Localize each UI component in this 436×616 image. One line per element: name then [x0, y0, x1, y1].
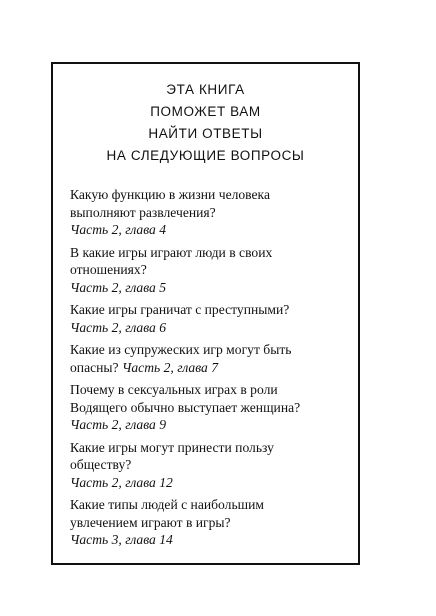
list-item [70, 301, 350, 336]
question-text: Почему в сексуальных играх в роли Водящего обычно выступает женщина? [70, 382, 301, 415]
question-text: Какие игры граничат с преступными? [70, 302, 290, 317]
question-text: Какую функцию в жизни человека выполняют развлечения? [70, 187, 270, 220]
list-item [70, 381, 350, 434]
chapter-reference: Часть 2, глава 4 [70, 222, 167, 237]
chapter-reference: Часть 2, глава 7 [122, 359, 219, 375]
list-item [70, 341, 350, 376]
chapter-reference: Часть 3, глава 14 [70, 532, 173, 547]
heading-line-4: НА СЛЕДУЮЩИЕ ВОПРОСЫ [106, 148, 305, 163]
heading-line-2: ПОМОЖЕТ ВАМ [150, 104, 261, 119]
bordered-panel [51, 62, 360, 565]
list-item [70, 244, 350, 297]
list-item [70, 439, 350, 492]
heading-line-3: НАЙТИ ОТВЕТЫ [148, 126, 263, 141]
chapter-reference: Часть 2, глава 12 [70, 474, 173, 490]
panel-heading [53, 79, 358, 167]
chapter-reference: Часть 2, глава 5 [70, 279, 167, 295]
question-list [70, 186, 350, 554]
list-item [70, 186, 350, 239]
heading-line-1: ЭТА КНИГА [166, 82, 245, 97]
question-text: Какие типы людей с наибольшим увлечением играют в игры? [70, 497, 265, 530]
list-item [70, 496, 350, 549]
question-text-part: Какие из супружеских игр могут быть опасны? [70, 342, 292, 375]
question-text: В какие игры играют люди в своих отношениях? [70, 244, 273, 277]
chapter-reference: Часть 2, глава 9 [70, 417, 167, 432]
question-text [70, 341, 350, 376]
question-text: Какие игры могут принести пользу обществу? [70, 439, 274, 472]
chapter-reference: Часть 2, глава 6 [70, 319, 167, 335]
